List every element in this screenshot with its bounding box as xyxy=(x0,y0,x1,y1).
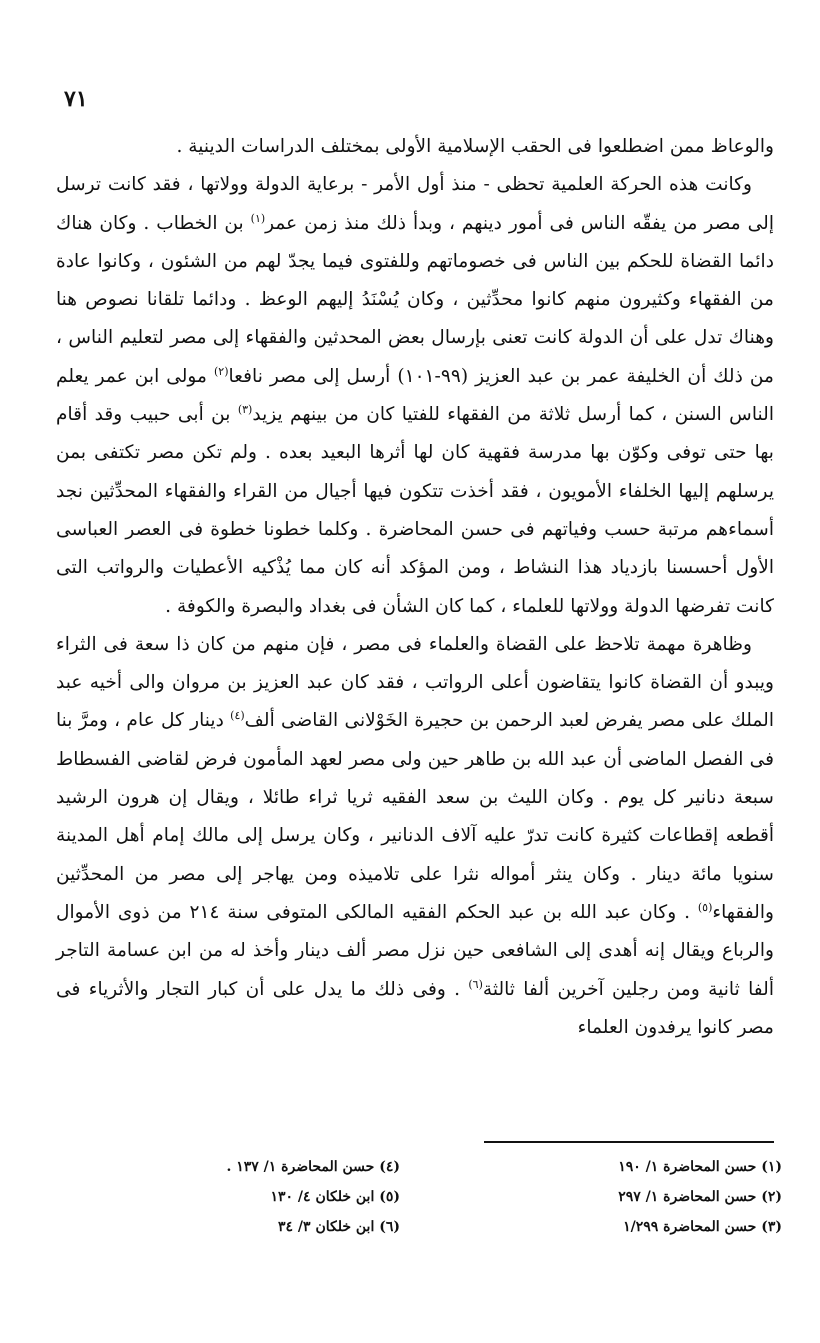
body-text xyxy=(56,128,774,1047)
paragraph-text: بن أبى حبيب وقد أقام بها حتى توفى وكوّن بها مدرسة فقهية كان لها أثرها البعيد بعده . ولم تكن مصر تكتفى بمن يرسلهم إليها الخلفاء الأمويون ، فقد أخذت تتكون فيها أجيال من القراء والفقهاء المحدِّثين نجد أسماءهم مرتبة حسب وفياتهم فى حسن المحاضرة . وكلما خطونا خطوة فى العصر العباسى الأول أحسسنا بازدياد هذا النشاط ، ومن المؤكد أنه كان مما يُذْكيه الأعطيات والرواتب التى كانت تفرضها الدولة وولاتها للعلماء ، كما كان الشأن فى بغداد والبصرة والكوفة . xyxy=(56,404,774,617)
footnote-text: حسن المحاضرة ١/٢٩٩ xyxy=(623,1219,757,1235)
paragraph-text: . وفى ذلك ما يدل على أن كبار التجار والأثرياء فى مصر كانوا يرفدون العلماء xyxy=(56,978,774,1038)
footnote-reference: (٤) xyxy=(230,709,245,723)
footnotes-right-column xyxy=(522,1152,782,1242)
footnote xyxy=(150,1212,400,1242)
footnote-text: حسن المحاضرة ١/ ٢٩٧ xyxy=(618,1189,757,1205)
paragraph-text: . وكان عبد الله بن عبد الحكم الفقيه المالكى المتوفى سنة ٢١٤ من ذوى الأموال والرباع ويقال إنه أهدى إلى الشافعى حين نزل مصر ألف دينار وأخذ له من ابن عسامة التاجر ألفا ثانية ومن رجلين آخرين ألفا ثالثة xyxy=(56,901,774,1000)
footnote xyxy=(150,1182,400,1212)
paragraph-text: مولى ابن عمر يعلم الناس السنن ، كما أرسل ثلاثة من الفقهاء للفتيا كان من بينهم يزيد xyxy=(56,365,774,426)
footnote xyxy=(522,1152,782,1182)
page-number: ٧١ xyxy=(64,86,88,112)
paragraph-text: وكانت هذه الحركة العلمية تحظى - منذ أول الأمر - برعاية الدولة وولاتها ، فقد كانت ترسل إلى مصر من يفقّه الناس فى أمور دينهم ، وبدأ ذلك منذ زمن عمر xyxy=(56,174,774,234)
paragraph xyxy=(56,626,774,1047)
paragraph-text: دينار كل عام ، ومرَّ بنا فى الفصل الماضى أن عبد الله بن طاهر حين ولى مصر لعهد المأمون فرض لقاضى الفسطاط سبعة دنانير كل يوم . وكان الليث بن سعد الفقيه ثريا ثراء طائلا ، ويقال إن هرون الرشيد أقطعه إقطاعات كثيرة كانت تدرّ عليه آلاف الدنانير ، وكان يرسل إلى مالك إمام أهل المدينة سنويا مائة دينار . وكان ينثر أمواله نثرا على تلاميذه ومن يهاجر إلى مصر من المحدِّثين والفقهاء xyxy=(56,710,774,923)
footnote xyxy=(150,1152,400,1182)
footnote-text: ابن خلكان ٣/ ٣٤ xyxy=(278,1219,375,1235)
footnote-reference: (١) xyxy=(250,211,266,225)
paragraph-text: بن الخطاب . وكان هناك دائما القضاة للحكم بين الناس فى خصوماتهم وللفتوى فيما يجدّ لهم من الشئون ، وكانوا عادة من الفقهاء وكثيرون منهم كانوا محدِّثين ، وكان يُسْنَدُ إليهم الوعظ . ودائما تلقانا نصوص هنا وهناك تدل على أن الدولة كانت تعنى بإرسال بعض المحدثين والفقهاء إلى مصر لتعليم الناس ، من ذلك أن الخليفة عمر بن عبد العزيز (٩٩-١٠١) أرسل إلى مصر نافعا xyxy=(56,212,774,387)
footnote-reference: (٦) xyxy=(468,977,483,991)
footnote xyxy=(522,1182,782,1212)
footnote-reference: (٢) xyxy=(213,364,229,378)
footnote-text: حسن المحاضرة ١/ ١٣٧ . xyxy=(226,1159,375,1175)
footnote-marker: (٦) xyxy=(379,1219,400,1235)
paragraph-text: والوعاظ ممن اضطلعوا فى الحقب الإسلامية الأولى بمختلف الدراسات الدينية . xyxy=(176,136,774,157)
footnote-marker: (١) xyxy=(761,1159,782,1175)
footnote xyxy=(522,1212,782,1242)
footnote-marker: (٥) xyxy=(379,1189,400,1205)
footnote-marker: (٢) xyxy=(761,1189,782,1205)
footnote-separator xyxy=(484,1141,774,1143)
footnote-marker: (٣) xyxy=(761,1219,782,1235)
footnotes-left-column xyxy=(150,1152,400,1242)
paragraph xyxy=(56,128,774,166)
paragraph-text: وظاهرة مهمة تلاحظ على القضاة والعلماء فى مصر ، فإن منهم من كان ذا سعة فى الثراء ويبدو أن القضاة كانوا يتقاضون أعلى الرواتب ، فقد كان عبد العزيز بن مروان والى أخيه عبد الملك على مصر يفرض لعبد الرحمن بن حجيرة الخَوْلانى القاضى ألف xyxy=(56,633,774,732)
footnote-text: ابن خلكان ٤/ ١٣٠ xyxy=(270,1189,375,1205)
footnote-marker: (٤) xyxy=(379,1159,400,1175)
footnote-text: حسن المحاضرة ١/ ١٩٠ xyxy=(618,1159,757,1175)
paragraph xyxy=(56,166,774,626)
footnote-reference: (٥) xyxy=(697,900,713,914)
footnote-reference: (٣) xyxy=(237,402,253,416)
